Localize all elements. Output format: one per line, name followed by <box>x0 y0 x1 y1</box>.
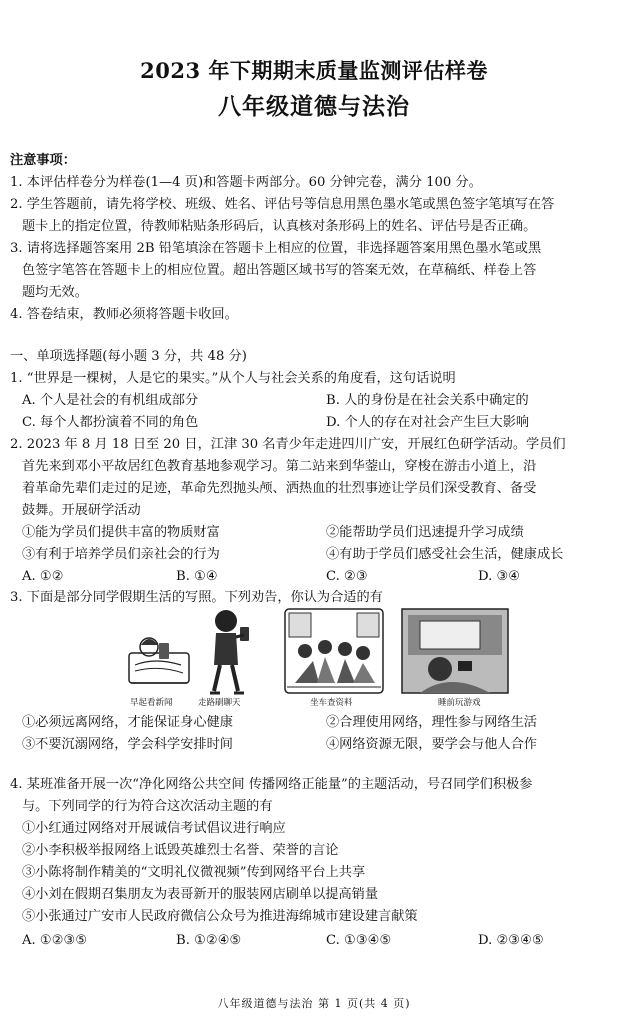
q4-option-a: A. ①②③⑤ <box>22 933 88 948</box>
caption-4: 睡前玩游戏 <box>438 698 481 708</box>
q4-item-1: ①小红通过网络对开展诚信考试倡议进行响应 <box>22 821 286 836</box>
q4-item-2: ②小李积极举报网络上诋毁英雄烈士名誉、荣誉的言论 <box>22 843 339 858</box>
illustration-gaming-before-bed <box>400 607 510 699</box>
q1-option-b: B. 人的身份是在社会关系中确定的 <box>326 393 529 408</box>
notice-line: 3. 请将选择题答案用 2B 铅笔填涂在答题卡上相应的位置，非选择题答案用黑色墨水笔或黑 <box>10 241 542 256</box>
question-2-stem: 2. 2023 年 8 月 18 日至 20 日，江津 30 名青少年走进四川广安，开展红色研学活动。学员们 <box>10 437 566 452</box>
notice-heading: 注意事项： <box>10 153 76 168</box>
question-2-stem: 首先来到邓小平故居红色教育基地参观学习。第二站来到华蓥山，穿梭在游击小道上，沿 <box>22 459 537 474</box>
q2-statement-3: ③有利于培养学员们亲社会的行为 <box>22 547 220 562</box>
q2-statement-2: ②能帮助学员们迅速提升学习成绩 <box>326 525 524 540</box>
q3-statement-1: ①必须远离网络，才能保证身心健康 <box>22 715 233 730</box>
q2-option-a: A. ①② <box>22 569 64 584</box>
question-2-stem: 着革命先辈们走过的足迹，革命先烈抛头颅、洒热血的壮烈事迹让学员们深受教育、备受 <box>22 481 537 496</box>
question-3-stem: 3. 下面是部分同学假期生活的写照。下列劝告，你认为合适的有 <box>10 590 383 605</box>
question-4-stem: 与。下列同学的行为符合这次活动主题的有 <box>22 799 273 814</box>
caption-1: 早起看新闻 <box>130 698 173 708</box>
question-4-stem: 4. 某班准备开展一次“净化网络公共空间 传播网络正能量”的主题活动，号召同学们积极参 <box>10 777 533 792</box>
illustration-reading-news <box>125 607 193 699</box>
q4-option-d: D. ②③④⑤ <box>478 933 544 948</box>
q3-statement-4: ④网络资源无限，要学会与他人合作 <box>326 737 537 752</box>
caption-3: 坐车查资料 <box>310 698 353 708</box>
q2-option-b: B. ①④ <box>176 569 218 584</box>
illustration-walking-chatting <box>200 607 262 699</box>
section-heading: 一、单项选择题(每小题 3 分，共 48 分) <box>10 349 247 364</box>
notice-line: 4. 答卷结束，教师必须将答题卡收回。 <box>10 307 238 322</box>
exam-title: 2023 年下期期末质量监测评估样卷 <box>140 58 488 83</box>
q2-option-d: D. ③④ <box>478 569 521 584</box>
q4-option-c: C. ①③④⑤ <box>326 933 392 948</box>
q2-option-c: C. ②③ <box>326 569 368 584</box>
q2-statement-4: ④有助于学员们感受社会生活，健康成长 <box>326 547 564 562</box>
notice-line: 题均无效。 <box>22 285 88 300</box>
q3-statement-3: ③不要沉溺网络，学会科学安排时间 <box>22 737 233 752</box>
question-1-stem: 1. “世界是一棵树，人是它的果实。”从个人与社会关系的角度看，这句话说明 <box>10 371 456 386</box>
illustration-bus-searching <box>283 607 385 699</box>
page-footer: 八年级道德与法治 第 1 页(共 4 页) <box>217 997 411 1010</box>
caption-2: 走路刷聊天 <box>198 698 241 708</box>
q2-statement-1: ①能为学员们提供丰富的物质财富 <box>22 525 220 540</box>
exam-subtitle: 八年级道德与法治 <box>218 93 410 120</box>
q1-option-c: C. 每个人都扮演着不同的角色 <box>22 415 199 430</box>
question-2-stem: 鼓舞。开展研学活动 <box>22 503 141 518</box>
q1-option-a: A. 个人是社会的有机组成部分 <box>22 393 199 408</box>
q4-item-5: ⑤小张通过广安市人民政府微信公众号为推进海绵城市建设建言献策 <box>22 909 418 924</box>
notice-line: 色签字笔答在答题卡上的相应位置。超出答题区域书写的答案无效，在草稿纸、样卷上答 <box>22 263 537 278</box>
q4-item-3: ③小陈将制作精美的“文明礼仪微视频”传到网络平台上共享 <box>22 865 366 880</box>
q1-option-d: D. 个人的存在对社会产生巨大影响 <box>326 415 530 430</box>
notice-line: 1. 本评估样卷分为样卷(1—4 页)和答题卡两部分。60 分钟完卷，满分 100 分。 <box>10 175 482 190</box>
q3-statement-2: ②合理使用网络，理性参与网络生活 <box>326 715 537 730</box>
notice-line: 2. 学生答题前，请先将学校、班级、姓名、评估号等信息用黑色墨水笔或黑色签字笔填写在答 <box>10 197 555 212</box>
q4-item-4: ④小刘在假期召集朋友为表哥新开的服装网店刷单以提高销量 <box>22 887 379 902</box>
q4-option-b: B. ①②④⑤ <box>176 933 242 948</box>
notice-line: 题卡上的指定位置，待教师粘贴条形码后，认真核对条形码上的姓名、评估号是否正确。 <box>22 219 537 234</box>
